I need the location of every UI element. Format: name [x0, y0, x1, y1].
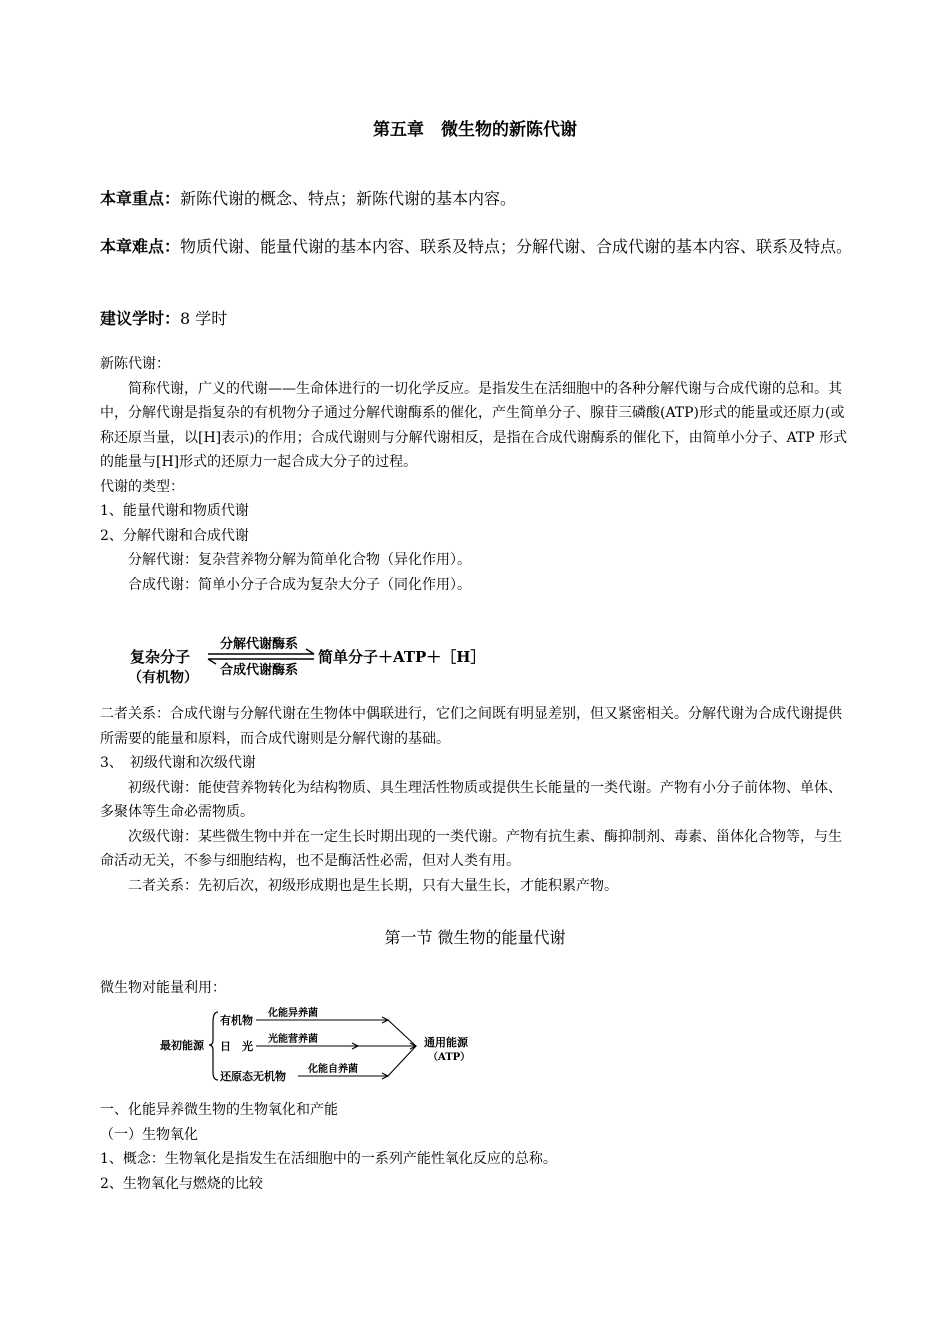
section-title: 第一节 微生物的能量代谢	[384, 928, 566, 947]
catabolism-line: 分解代谢：复杂营养物分解为简单化合物（异化作用）。	[128, 552, 471, 568]
atp-label: （ATP）	[428, 1052, 471, 1063]
complex-molecule-label: 复杂分子	[130, 648, 191, 666]
types-item-3: 3、 初级代谢和次级代谢	[100, 755, 256, 771]
heading-chemoheterotroph: 一、化能异养微生物的生物氧化和产能	[100, 1102, 338, 1118]
row1-label: 化能异养菌	[268, 1008, 318, 1019]
types-item-2: 2、分解代谢和合成代谢	[100, 527, 249, 544]
types-heading: 代谢的类型：	[100, 478, 184, 495]
row1-source: 有机物	[220, 1014, 253, 1027]
point-concept: 1、概念：生物氧化是指发生在活细胞中的一系列产能性氧化反应的总称。	[100, 1151, 557, 1167]
forward-arrowhead	[306, 649, 314, 654]
secondary-metabolism: 次级代谢：某些微生物中并在一定生长时期出现的一类代谢。产物有抗生素、酶抑制剂、毒素、甾体化合物等，与生命活动无关，不参与细胞结构，也不是酶活性必需，但对人类有用。	[100, 828, 842, 869]
initial-energy-label: 最初能源	[160, 1039, 204, 1052]
universal-energy-label: 通用能源	[424, 1036, 468, 1049]
row2-source: 日 光	[220, 1040, 253, 1053]
converge-line-3	[388, 1046, 416, 1076]
key-points	[100, 186, 860, 212]
intro-block	[100, 352, 855, 597]
point-comparison: 2、生物氧化与燃烧的比较	[100, 1175, 263, 1192]
organic-matter-label: （有机物）	[128, 670, 198, 686]
metabolism-heading: 新陈代谢：	[100, 356, 170, 372]
section-body	[100, 1098, 855, 1196]
products-label: 简单分子＋ATP＋［H］	[318, 648, 486, 666]
suggested-hours	[100, 306, 860, 332]
relation-block	[100, 702, 855, 898]
row3-label: 化能自养菌	[308, 1064, 358, 1075]
relation-text: 二者关系：合成代谢与分解代谢在生物体中偶联进行，它们之间既有明显差别，但又紧密相关。分解代谢为合成代谢提供所需要的能量和原料，而合成代谢则是分解代谢的基础。	[100, 706, 842, 747]
converge-line-1	[388, 1020, 416, 1046]
types-item-1: 1、能量代谢和物质代谢	[100, 503, 249, 519]
key-points-text: 新陈代谢的概念、特点；新陈代谢的基本内容。	[180, 189, 517, 208]
metabolism-paragraph: 简称代谢，广义的代谢——生命体进行的一切化学反应。是指发生在活细胞中的各种分解代谢与合成代谢的总和。其中，分解代谢是指复杂的有机物分子通过分解代谢酶系的催化，产生简单分子、腺苷三磷酸(ATP)形式的能量或还原力(或称还原当量，以[H]表示)的作用；合成代谢则与分解代谢相反，是指在合成代谢酶系的催化下，由简单小分子、ATP 形式的能量与[H]形式的还原力一起合成大分子的过程。	[100, 380, 848, 470]
difficulties-label: 本章难点：	[100, 237, 181, 256]
left-brace	[209, 1012, 218, 1080]
relation-2: 二者关系：先初后次，初级形成期也是生长期，只有大量生长，才能积累产物。	[128, 877, 618, 894]
hours-text: 8 学时	[180, 309, 228, 328]
hours-label: 建议学时：	[100, 309, 181, 328]
subheading-bio-oxidation: （一）生物氧化	[100, 1126, 198, 1143]
row2-label: 光能营养菌	[268, 1034, 318, 1045]
anabolic-enzyme-label: 合成代谢酶系	[220, 663, 299, 678]
difficulties-text: 物质代谢、能量代谢的基本内容、联系及特点；分解代谢、合成代谢的基本内容、联系及特点。	[180, 237, 853, 256]
metabolism-equation-figure	[128, 632, 508, 687]
row3-source: 还原态无机物	[220, 1070, 286, 1083]
energy-use-heading: 微生物对能量利用：	[100, 980, 226, 996]
reverse-arrowhead	[208, 659, 216, 664]
difficulties	[100, 234, 860, 260]
energy-source-figure	[158, 1002, 488, 1092]
key-points-label: 本章重点：	[100, 189, 181, 208]
anabolism-line: 合成代谢：简单小分子合成为复杂大分子（同化作用）。	[128, 576, 471, 593]
catabolic-enzyme-label: 分解代谢酶系	[220, 637, 299, 652]
primary-metabolism: 初级代谢：能使营养物转化为结构物质、具生理活性物质或提供生长能量的一类代谢。产物有小分子前体物、单体、多聚体等生命必需物质。	[100, 779, 842, 820]
chapter-title: 第五章 微生物的新陈代谢	[373, 120, 577, 140]
